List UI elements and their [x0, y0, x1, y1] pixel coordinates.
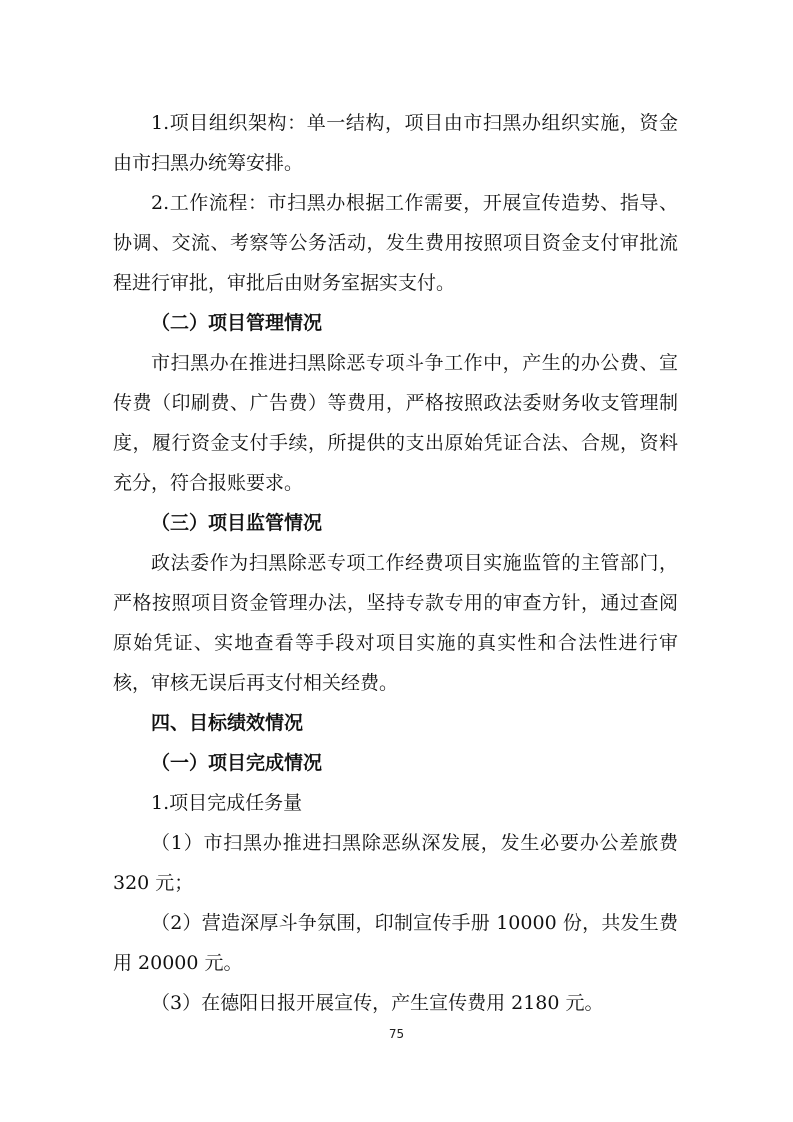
- heading-performance: 四、目标绩效情况: [151, 712, 304, 734]
- paragraph-task-volume: 1.项目完成任务量: [151, 792, 303, 814]
- paragraph-project-supervision: 政法委作为扫黑除恶专项工作经费项目实施监管的主管部门，严格按照项目资金管理办法，坚持专款专用的审查方针，通过查阅原始凭证、实地查看等手段对项目实施的真实性和合法性进行审核，审核无误后再支付相关经费。: [113, 552, 678, 694]
- page-number: 75: [388, 1027, 405, 1041]
- paragraph-project-management: 市扫黑办在推进扫黑除恶专项斗争工作中，产生的办公费、宣传费（印刷费、广告费）等费用，严格按照政法委财务收支管理制度，履行资金支付手续，所提供的支出原始凭证合法、合规，资料充分，符合报账要求。: [113, 352, 678, 494]
- paragraph-item-1: （1）市扫黑办推进扫黑除恶纵深发展，发生必要办公差旅费 320 元；: [113, 832, 678, 894]
- heading-project-completion: （一）项目完成情况: [151, 752, 323, 774]
- paragraph-workflow: 2.工作流程：市扫黑办根据工作需要，开展宣传造势、指导、协调、交流、考察等公务活动，发生费用按照项目资金支付审批流程进行审批，审批后由财务室据实支付。: [113, 192, 678, 294]
- paragraph-item-3: （3）在德阳日报开展宣传，产生宣传费用 2180 元。: [151, 992, 604, 1014]
- paragraph-org-structure: 1.项目组织架构：单一结构，项目由市扫黑办组织实施，资金由市扫黑办统筹安排。: [113, 112, 678, 174]
- heading-project-management: （二）项目管理情况: [151, 312, 323, 334]
- paragraph-item-2: （2）营造深厚斗争氛围，印制宣传手册 10000 份，共发生费用 20000 元。: [113, 912, 678, 974]
- heading-project-supervision: （三）项目监管情况: [151, 512, 323, 534]
